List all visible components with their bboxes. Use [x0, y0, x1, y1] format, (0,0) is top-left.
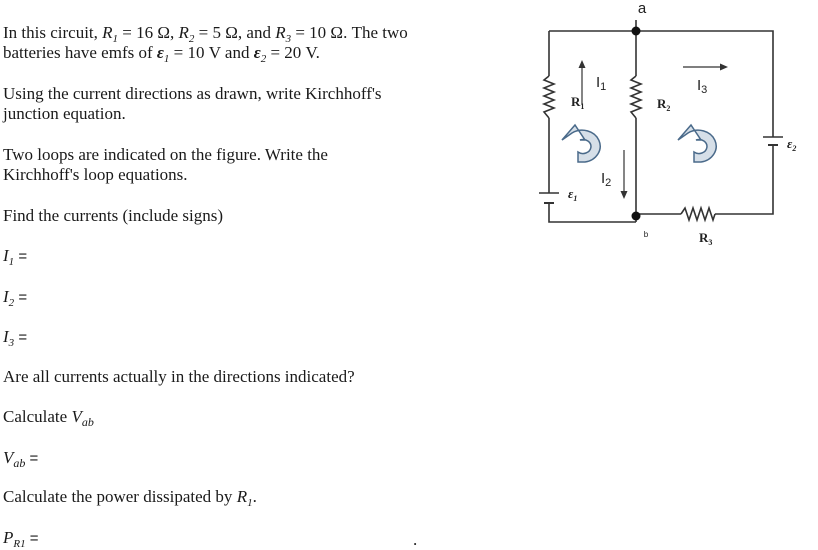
answer-i3: $I_3$ =: [3, 327, 28, 349]
node-b-dot: [632, 212, 641, 221]
node-a-label: a: [637, 0, 647, 17]
loop-question-line1: Two loops are indicated on the figure. Write the: [3, 145, 328, 164]
junction-question-line1: Using the current directions as drawn, write Kirchhoff's: [3, 84, 382, 103]
junction-question-line2: junction equation.: [3, 104, 126, 123]
e1-label: $\varepsilon_1$: [568, 186, 578, 203]
resistor-r1: [544, 76, 554, 118]
resistor-r3: [681, 208, 715, 220]
node-a-dot: [632, 27, 641, 36]
calculate-vab-prompt: Calculate $V_{ab}$: [3, 407, 94, 429]
e2-label: $\varepsilon_2$: [787, 136, 797, 153]
answer-i2: $I_2$ =: [3, 287, 28, 309]
resistor-r2: [631, 76, 641, 118]
current-arrow-i2: [621, 150, 628, 199]
directions-question: Are all currents actually in the directions indicated?: [3, 367, 355, 386]
r2-label: $R_2$: [657, 96, 671, 113]
current-arrow-i3: [683, 64, 728, 71]
problem-intro-line2: batteries have emfs of $\varepsilon_1 = 10$ V and $\varepsilon_2 = 20$ V.: [3, 43, 320, 65]
i3-label: $I_3$: [697, 77, 708, 96]
i1-label: $I_1$: [596, 74, 607, 93]
find-currents-prompt: Find the currents (include signs): [3, 206, 224, 225]
wire-bottom-left: [549, 210, 636, 222]
loop-question-line2: Kirchhoff's loop equations.: [3, 165, 188, 184]
answer-power-r1: $P_{R1}$ =: [3, 528, 39, 550]
node-b-label: b: [643, 230, 649, 239]
calculate-power-prompt: Calculate the power dissipated by $R_1$.: [3, 487, 257, 509]
footer-dot: .: [413, 530, 418, 549]
battery-e1: [539, 186, 559, 210]
answer-i1: $I_1$ =: [3, 246, 28, 268]
answer-vab: $V_{ab}$ =: [3, 448, 39, 470]
battery-e2: [763, 125, 783, 150]
problem-intro-line1: In this circuit, $R_1 = 16$ Ω, $R_2 = 5$ Ω, and $R_3 = 10$ Ω. The two: [3, 23, 408, 45]
r3-label: $R_3$: [699, 230, 713, 247]
wire-right-lower: [715, 150, 773, 214]
loop-arrow-right: [678, 125, 716, 162]
r1-label: $R_1$: [571, 94, 585, 111]
loop-arrow-left: [562, 125, 600, 162]
i2-label: $I_2$: [601, 170, 612, 189]
